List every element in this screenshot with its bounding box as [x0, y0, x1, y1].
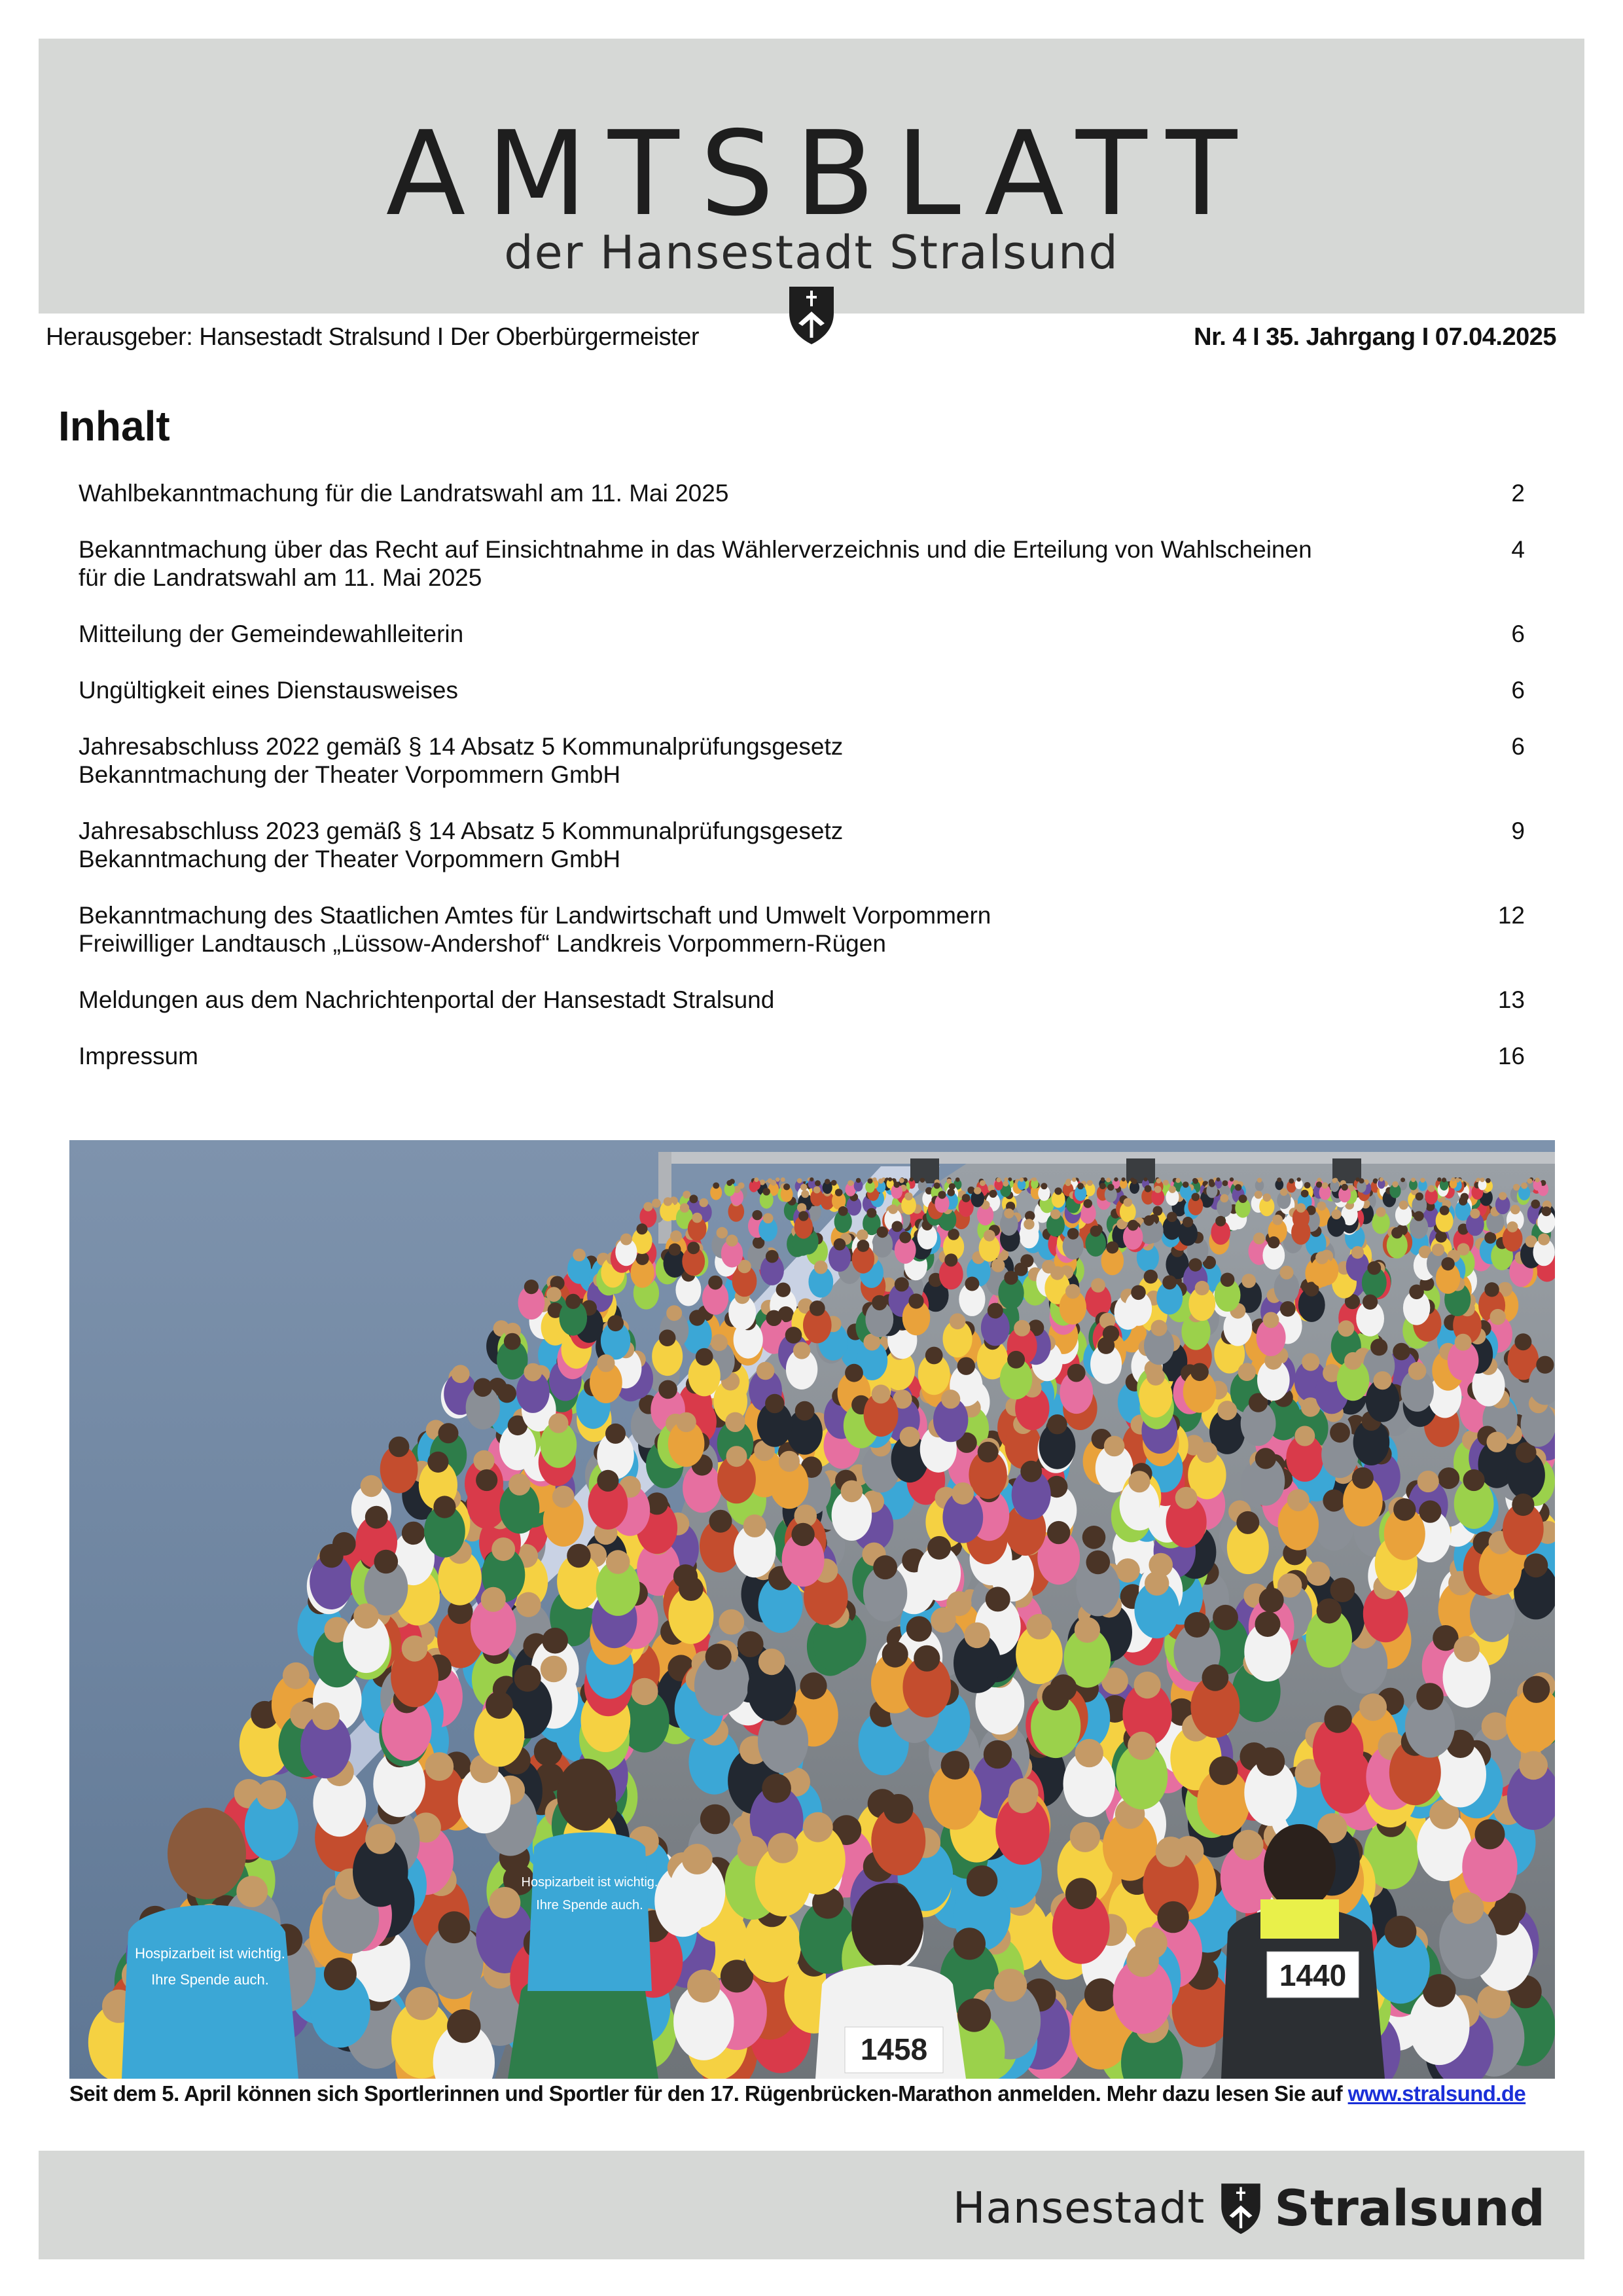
footer-logo	[953, 2178, 1545, 2237]
toc-entry[interactable]	[79, 732, 1525, 789]
toc-entry-title: Bekanntmachung des Staatlichen Amtes für Landwirtschaft und Umwelt Vorpommern	[79, 902, 991, 929]
footer-brand-light: Hansestadt	[952, 2182, 1205, 2233]
toc-entry-page: 13	[1497, 986, 1525, 1013]
bib-number: 1440	[1279, 1958, 1347, 1992]
toc-entry-page: 9	[1511, 817, 1525, 844]
toc-entry-subtitle: für die Landratswahl am 11. Mai 2025	[79, 564, 482, 591]
table-of-contents	[79, 479, 1525, 1098]
toc-entry-page: 6	[1511, 733, 1525, 760]
shirt-text: Ihre Spende auch.	[536, 1898, 643, 1912]
city-crest-icon	[785, 283, 838, 346]
toc-heading: Inhalt	[58, 403, 170, 450]
toc-entry-subtitle: Bekanntmachung der Theater Vorpommern GmbH	[79, 761, 621, 788]
toc-entry[interactable]	[79, 986, 1525, 1014]
toc-entry-subtitle: Freiwilliger Landtausch „Lüssow-Andershof“ Landkreis Vorpommern-Rügen	[79, 930, 886, 957]
bib-number: 1458	[860, 2032, 928, 2066]
race-bib	[1267, 1952, 1359, 1998]
toc-entry[interactable]	[79, 817, 1525, 873]
toc-entry-subtitle: Bekanntmachung der Theater Vorpommern GmbH	[79, 846, 621, 872]
shirt-text: Hospizarbeit ist wichtig.	[521, 1875, 658, 1890]
toc-entry[interactable]	[79, 620, 1525, 648]
toc-entry-title: Bekanntmachung über das Recht auf Einsichtnahme in das Wählerverzeichnis und die Erteilung von Wahlscheinen	[79, 536, 1312, 563]
shirt-text: Hospizarbeit ist wichtig.	[135, 1945, 285, 1962]
gantry-sign	[910, 1158, 939, 1183]
toc-entry[interactable]	[79, 535, 1525, 592]
toc-entry[interactable]	[79, 901, 1525, 958]
gantry-beam	[658, 1152, 1555, 1164]
toc-entry-title: Ungültigkeit eines Dienstausweises	[79, 677, 458, 704]
toc-entry-title: Impressum	[79, 1043, 198, 1069]
race-bib	[845, 2027, 943, 2073]
publisher-line: Herausgeber: Hansestadt Stralsund I Der Oberbürgermeister	[46, 323, 699, 351]
toc-entry-page: 6	[1511, 620, 1525, 647]
marathon-photo-illustration	[69, 1140, 1555, 2079]
city-crest-icon	[1218, 2179, 1264, 2236]
shirt-text: Ihre Spende auch.	[151, 1971, 269, 1988]
photo-caption	[69, 2081, 1575, 2106]
toc-entry-title: Mitteilung der Gemeindewahlleiterin	[79, 620, 464, 647]
caption-link[interactable]: www.stralsund.de	[1347, 2081, 1526, 2106]
toc-entry-page: 6	[1511, 677, 1525, 704]
masthead-title: AMTSBLATT	[385, 106, 1258, 242]
toc-entry-page: 12	[1497, 902, 1525, 929]
footer-band	[39, 2151, 1584, 2259]
toc-entry-title: Wahlbekanntmachung für die Landratswahl am 11. Mai 2025	[79, 480, 729, 507]
marathon-photo	[69, 1140, 1555, 2079]
issue-line: Nr. 4 I 35. Jahrgang I 07.04.2025	[1194, 323, 1556, 351]
toc-entry[interactable]	[79, 479, 1525, 507]
toc-entry-page: 16	[1497, 1043, 1525, 1069]
toc-entry-page: 4	[1511, 536, 1525, 563]
toc-entry[interactable]	[79, 676, 1525, 704]
toc-entry-page: 2	[1511, 480, 1525, 507]
toc-entry-title: Jahresabschluss 2023 gemäß § 14 Absatz 5 Kommunalprüfungsgesetz	[79, 817, 844, 844]
caption-text: Seit dem 5. April können sich Sportlerinnen und Sportler für den 17. Rügenbrücken-Marathon anmelden. Mehr dazu lesen Sie auf	[69, 2081, 1348, 2106]
footer-brand-bold: Stralsund	[1274, 2178, 1545, 2237]
masthead	[39, 39, 1584, 314]
toc-entry[interactable]	[79, 1042, 1525, 1070]
toc-entry-title: Jahresabschluss 2022 gemäß § 14 Absatz 5 Kommunalprüfungsgesetz	[79, 733, 844, 760]
toc-entry-title: Meldungen aus dem Nachrichtenportal der Hansestadt Stralsund	[79, 986, 775, 1013]
masthead-subtitle: der Hansestadt Stralsund	[504, 226, 1119, 279]
